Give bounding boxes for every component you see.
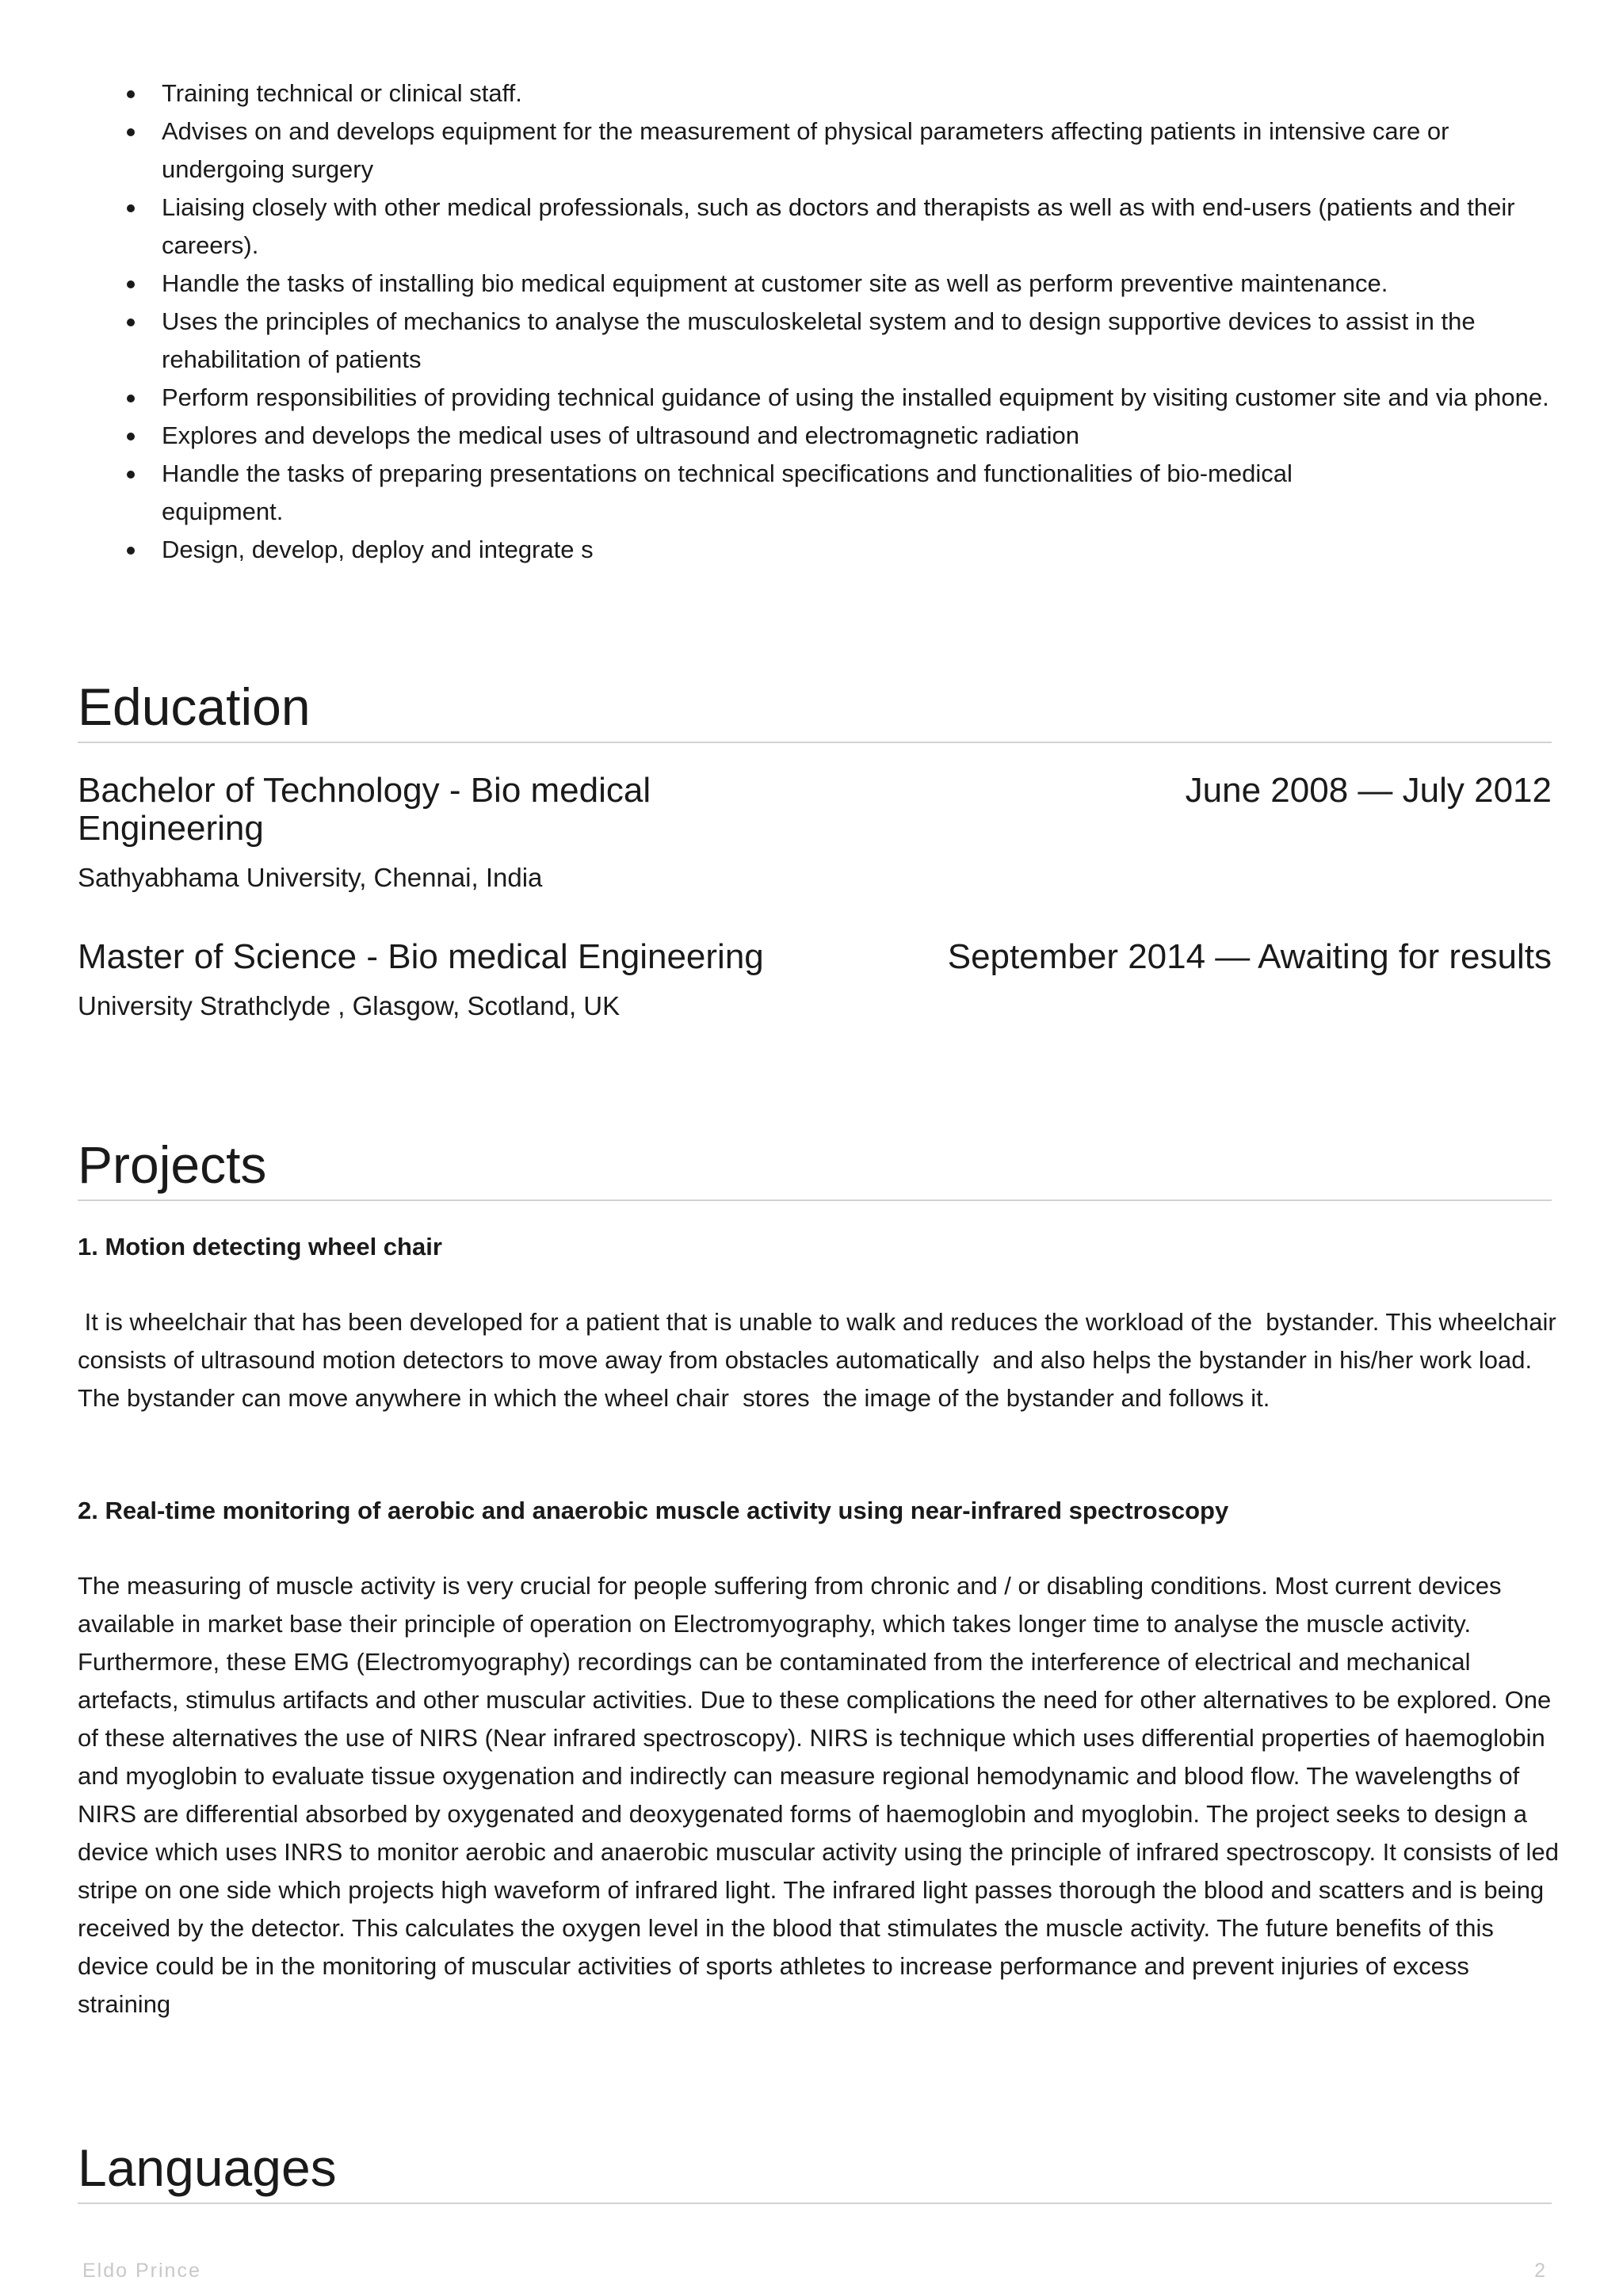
responsibilities-list xyxy=(79,74,1553,569)
list-item: Perform responsibilities of providing technical guidance of using the installed equipment by visiting customer site and via phone. xyxy=(79,379,1553,417)
page-number: 2 xyxy=(1534,2260,1545,2282)
list-item: Design, develop, deploy and integrate s xyxy=(79,531,1553,569)
project-title: 2. Real-time monitoring of aerobic and anaerobic muscle activity using near-infrared spectroscopy xyxy=(78,1497,1229,1524)
education-entry xyxy=(78,938,1552,1022)
education-heading: Education xyxy=(78,675,1552,743)
list-item: Handle the tasks of installing bio medical equipment at customer site as well as perform preventive maintenance. xyxy=(79,265,1553,303)
list-item: Uses the principles of mechanics to analyse the musculoskeletal system and to design supportive devices to assist in the rehabilitation of patients xyxy=(79,303,1553,379)
list-item: Liaising closely with other medical professionals, such as doctors and therapists as well as with end-users (patients and their careers). xyxy=(79,189,1553,265)
projects-heading: Projects xyxy=(78,1133,1552,1201)
list-item: Advises on and develops equipment for the measurement of physical parameters affecting patients in intensive care or undergoing surgery xyxy=(79,113,1553,189)
degree-dates: June 2008 — July 2012 xyxy=(1185,771,1552,810)
list-item: Explores and develops the medical uses of ultrasound and electromagnetic radiation xyxy=(79,417,1553,455)
project-description: The measuring of muscle activity is very crucial for people suffering from chronic and / or disabling conditions. Most current devices available in market base their principle of operation on Electromyography, which takes longer time to analyse the muscle activity. Furthermore, these EMG (Electromyography) recordings can be contaminated from the interference of electrical and mechanical artefacts, stimulus artifacts and other muscular activities. Due to these complications the need for other alternatives to be explored. One of these alternatives the use of NIRS (Near infrared spectroscopy). NIRS is technique which uses differential properties of haemoglobin and myoglobin to evaluate tissue oxygenation and indirectly can measure regional hemodynamic and blood flow. The wavelengths of NIRS are differential absorbed by oxygenated and deoxygenated forms of haemoglobin and myoglobin. The project seeks to design a device which uses INRS to monitor aerobic and anaerobic muscular activity using the principle of infrared spectroscopy. It consists of led stripe on one side which projects high waveform of infrared light. The infrared light passes thorough the blood and scatters and is being received by the detector. This calculates the oxygen level in the blood that stimulates the muscle activity. The future benefits of this device could be in the monitoring of muscular activities of sports athletes to increase performance and prevent injuries of excess straining xyxy=(78,1572,1559,2018)
languages-heading: Languages xyxy=(78,2136,1552,2204)
school-name: Sathyabhama University, Chennai, India xyxy=(78,863,543,892)
degree-dates: September 2014 — Awaiting for results xyxy=(947,937,1552,976)
list-item: Training technical or clinical staff. xyxy=(79,74,1553,113)
degree-title: Bachelor of Technology - Bio medical Engineering xyxy=(78,771,651,848)
project-description: It is wheelchair that has been developed for a patient that is unable to walk and reduces the workload of the bystander. This wheelchair consists of ultrasound motion detectors to move away from obstacles automatically and also helps the bystander in his/her work load. The bystander can move anywhere in which the wheel chair stores the image of the bystander and follows it. xyxy=(78,1308,1564,1412)
degree-title: Master of Science - Bio medical Engineering xyxy=(78,937,764,976)
list-item: Handle the tasks of preparing presentations on technical specifications and functionalities of bio-medical equipment. xyxy=(79,455,1553,531)
footer-name: Eldo Prince xyxy=(82,2260,201,2282)
project-title: 1. Motion detecting wheel chair xyxy=(78,1233,442,1261)
education-entry xyxy=(78,772,1552,894)
school-name: University Strathclyde , Glasgow, Scotland, UK xyxy=(78,991,621,1020)
